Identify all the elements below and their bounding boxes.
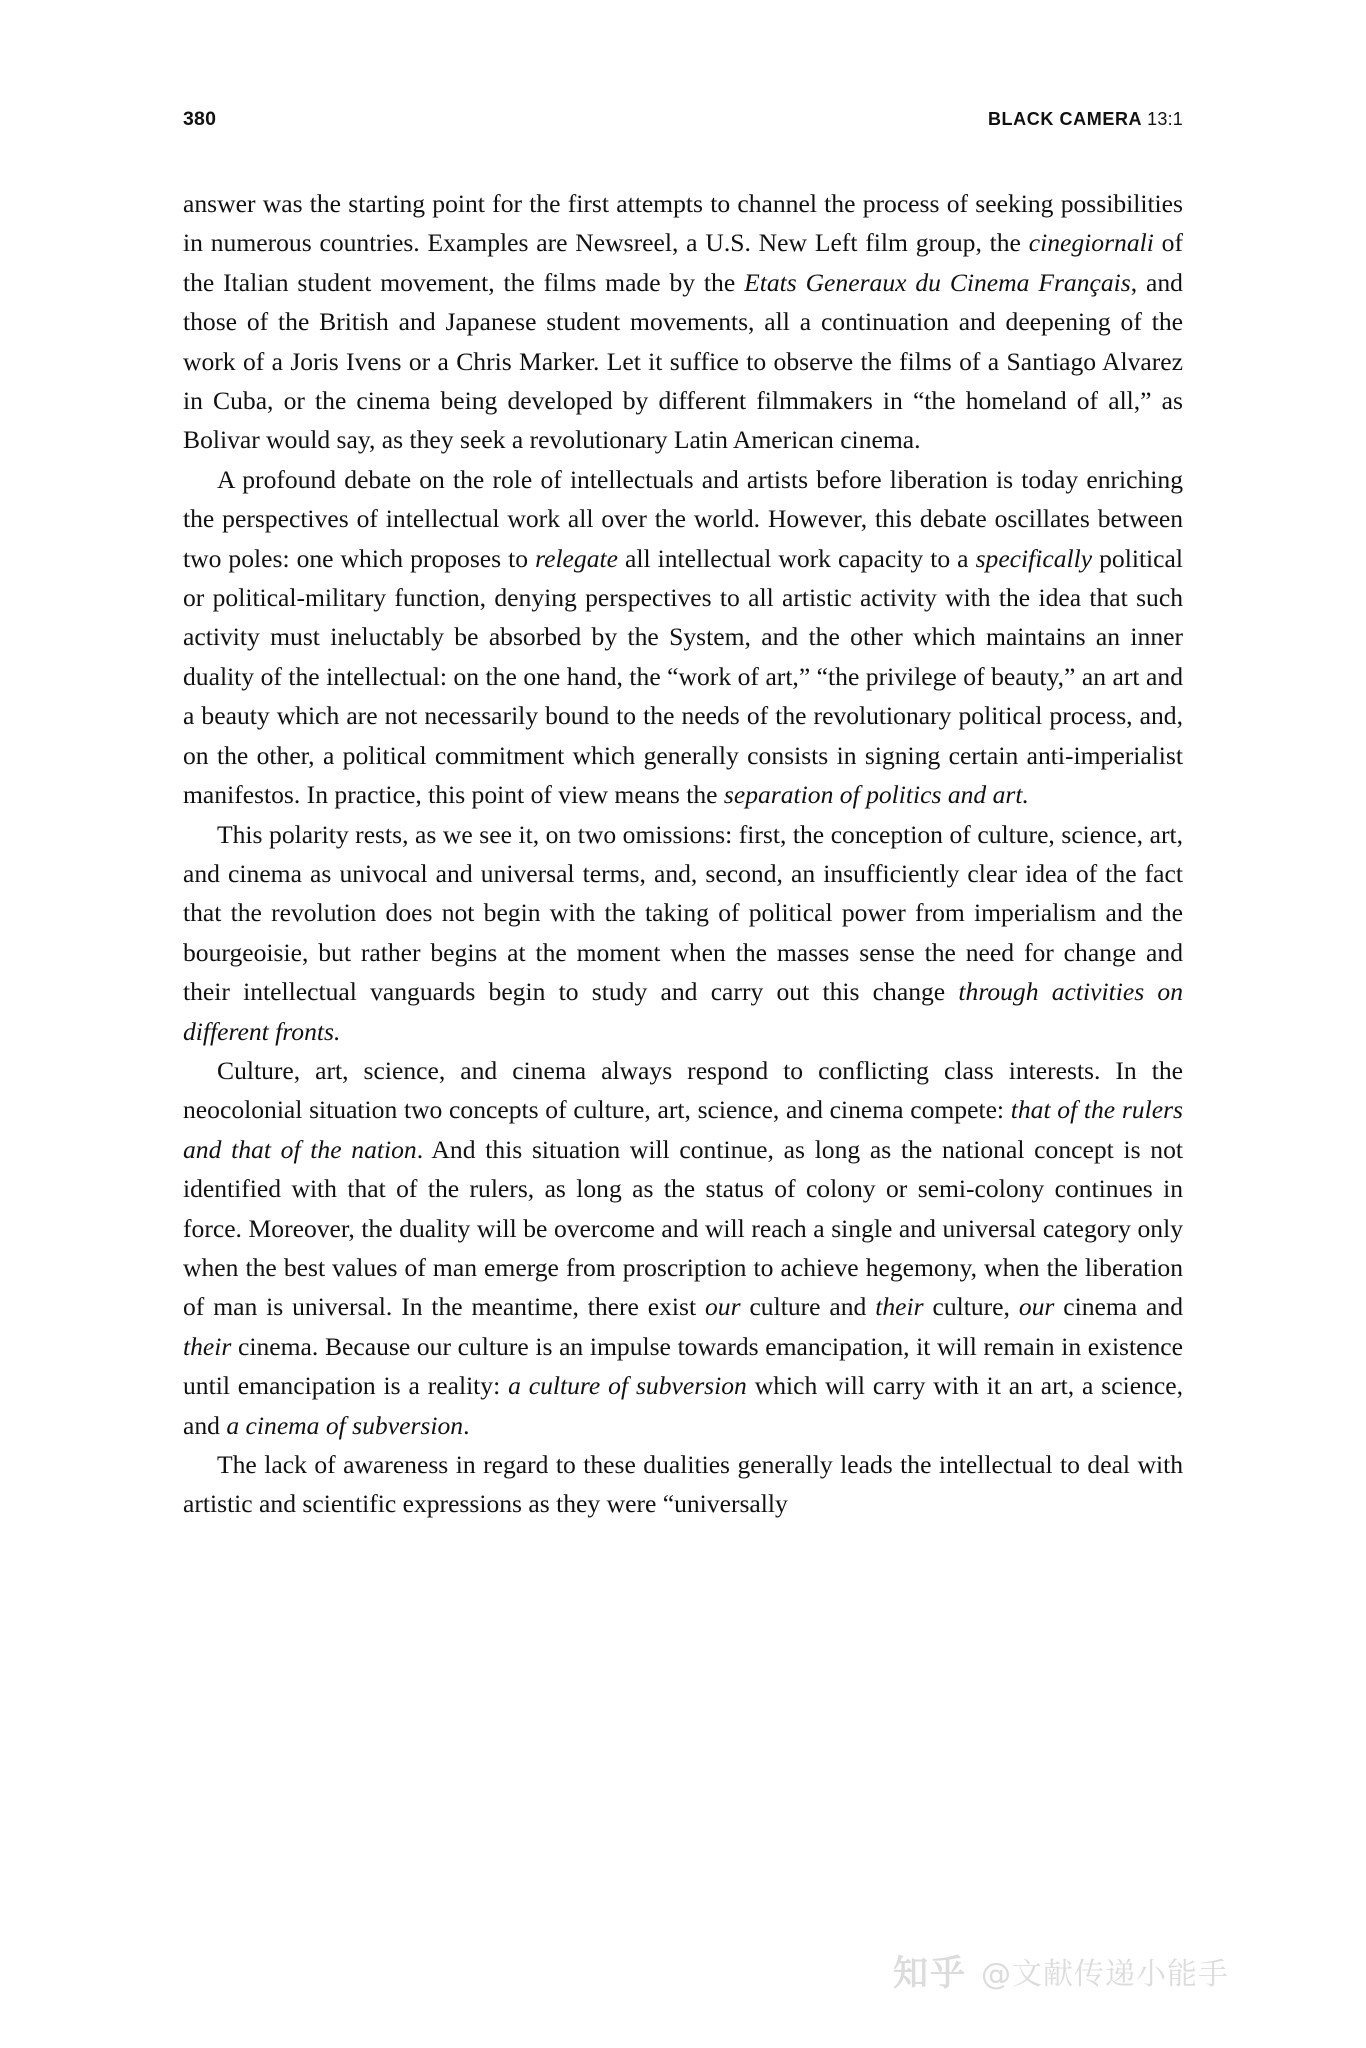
italic-run: specifically	[975, 543, 1093, 573]
italic-run: through activities on different fronts.	[183, 977, 1183, 1046]
italic-run: a cinema of subversion	[226, 1410, 464, 1440]
italic-run: their	[183, 1331, 232, 1361]
body-paragraph	[183, 1445, 1183, 1524]
italic-run: Etats Generaux du Cinema Français	[744, 267, 1131, 297]
text-run: cinema and	[1054, 1292, 1183, 1322]
journal-issue: 13:1	[1147, 109, 1183, 129]
body-paragraph	[183, 815, 1183, 1051]
zhihu-logo: 知乎	[893, 1954, 968, 1994]
body-paragraph	[183, 1051, 1183, 1445]
italic-run: relegate	[535, 543, 618, 573]
italic-run: our	[1018, 1292, 1055, 1322]
text-run: culture,	[923, 1292, 1019, 1322]
body-paragraph	[183, 460, 1183, 815]
text-run: , and those of the British and Japanese student movements, all a continuation and deepening of the work of a Joris Ivens or a Chris Marker. Let it suffice to observe the films of a Santiago Alvarez in Cuba, or the cinema being developed by different filmmakers in “the homeland of all,” as Bolivar would say, as they seek a revolutionary Latin American cinema.	[183, 267, 1183, 455]
text-run: This polarity rests, as we see it, on two omissions: first, the conception of culture, science, art, and cinema as univocal and universal terms, and, second, an insufficiently clear idea of the fact that the revolution does not begin with the taking of political power from imperialism and the bourgeoisie, but rather begins at the moment when the masses sense the need for change and their intellectual vanguards begin to study and carry out this change	[183, 819, 1183, 1007]
running-head	[183, 108, 1183, 134]
italic-run: that of the rulers and that of the nation	[183, 1095, 1183, 1164]
text-run: of the Italian student movement, the films made by the	[183, 228, 1183, 297]
text-run: . And this situation will continue, as long as the national concept is not identified with that of the rulers, as long as the status of colony or semi-colony continues in force. Moreover, the duality will be overcome and will reach a single and universal category only when the best values of man emerge from proscription to achieve hegemony, when the liberation of man is universal. In the meantime, there exist	[183, 1134, 1183, 1322]
text-run: all intellectual work capacity to a	[617, 543, 976, 573]
text-run: culture and	[740, 1292, 876, 1322]
text-run: A profound debate on the role of intellectuals and artists before liberation is today enriching the perspectives of intellectual work all over the world. However, this debate oscillates between two poles: one which proposes to	[183, 464, 1183, 573]
journal-title: BLACK CAMERA	[987, 109, 1143, 129]
text-run: which will carry with it an art, a science, and	[183, 1371, 1183, 1440]
body-text-column	[183, 184, 1183, 1524]
text-run: .	[463, 1410, 470, 1440]
body-paragraph	[183, 184, 1183, 460]
text-run: cinema. Because our culture is an impulse towards emancipation, it will remain in existence until emancipation is a reality:	[183, 1331, 1183, 1401]
italic-run: their	[875, 1292, 924, 1322]
italic-run: separation of politics and art.	[723, 780, 1029, 810]
zhihu-handle: @文献传递小能手	[981, 1956, 1230, 1992]
text-run: Culture, art, science, and cinema always respond to conflicting class interests. In the neocolonial situation two concepts of culture, art, science, and cinema compete:	[183, 1055, 1183, 1125]
italic-run: cinegiornali	[1028, 228, 1154, 258]
text-run: political or political-military function, denying perspectives to all artistic activity with the idea that such activity must ineluctably be absorbed by the System, and the other which maintains an inner duality of the intellectual: on the one hand, the “work of art,” “the privilege of beauty,” an art and a beauty which are not necessarily bound to the needs of the revolutionary political process, and, on the other, a political commitment which generally consists in signing certain anti-imperialist manifestos. In practice, this point of view means the	[183, 543, 1183, 810]
zhihu-watermark	[893, 1954, 1230, 1994]
text-run: The lack of awareness in regard to these dualities generally leads the intellectual to deal with artistic and scientific expressions as they were “universally	[183, 1450, 1183, 1519]
italic-run: a culture of subversion	[508, 1371, 747, 1401]
journal-reference	[988, 109, 1183, 130]
italic-run: our	[705, 1292, 741, 1322]
text-run: answer was the starting point for the first attempts to channel the process of seeking possibilities in numerous countries. Examples are Newsreel, a U.S. New Left film group, the	[183, 189, 1183, 258]
page-number: 380	[183, 108, 217, 130]
